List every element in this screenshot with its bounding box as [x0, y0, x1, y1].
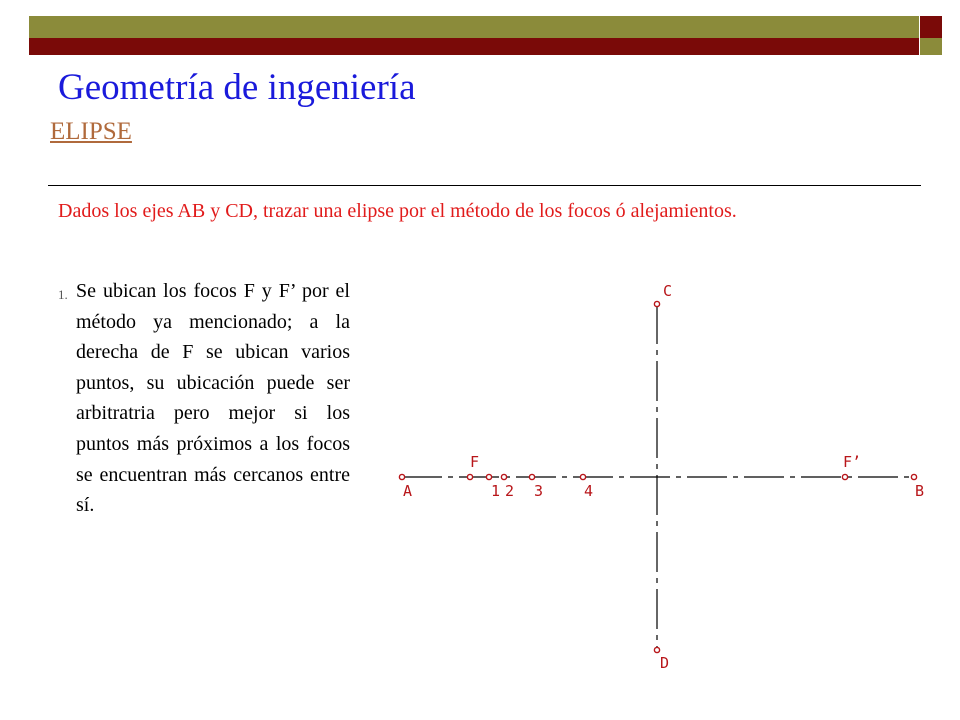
- label-1: 1: [491, 482, 501, 500]
- point-C-marker: [654, 301, 659, 306]
- label-2: 2: [505, 482, 515, 500]
- slide-subtitle[interactable]: ELIPSE: [50, 118, 132, 145]
- point-4-marker: [580, 474, 585, 479]
- label-D: D: [660, 654, 670, 672]
- point-Fprime-marker: [842, 474, 847, 479]
- point-2-marker: [501, 474, 506, 479]
- header-bar-olive: [29, 16, 919, 38]
- label-B: B: [915, 482, 925, 500]
- label-A: A: [403, 482, 413, 500]
- step-text: Se ubican los focos F y F’ por el método ya mencionado; a la derecha de F se ubican varios puntos, su ubicación puede ser arbitratria pero mejor si los puntos más próximos a los focos se encuentran más cercanos entre sí.: [76, 280, 350, 517]
- step-number: 1.: [58, 287, 68, 302]
- label-F: F: [470, 453, 480, 471]
- header-bar-red: [29, 38, 919, 55]
- point-B-marker: [911, 474, 916, 479]
- problem-statement: Dados los ejes AB y CD, trazar una elipse por el método de los focos ó alejamientos.: [58, 200, 737, 222]
- corner-square-red: [920, 16, 942, 38]
- point-F-marker: [467, 474, 472, 479]
- point-D-marker: [654, 647, 659, 652]
- label-Fprime: F’: [843, 453, 862, 471]
- corner-square-olive: [920, 38, 942, 55]
- point-1-marker: [486, 474, 491, 479]
- label-C: C: [663, 282, 673, 300]
- point-3-marker: [529, 474, 534, 479]
- ellipse-construction-diagram: [370, 270, 950, 690]
- slide-title: Geometría de ingeniería: [58, 67, 416, 108]
- point-A-marker: [399, 474, 404, 479]
- divider-line: [48, 185, 921, 186]
- label-4: 4: [584, 482, 594, 500]
- label-3: 3: [534, 482, 544, 500]
- step-item: [58, 276, 350, 521]
